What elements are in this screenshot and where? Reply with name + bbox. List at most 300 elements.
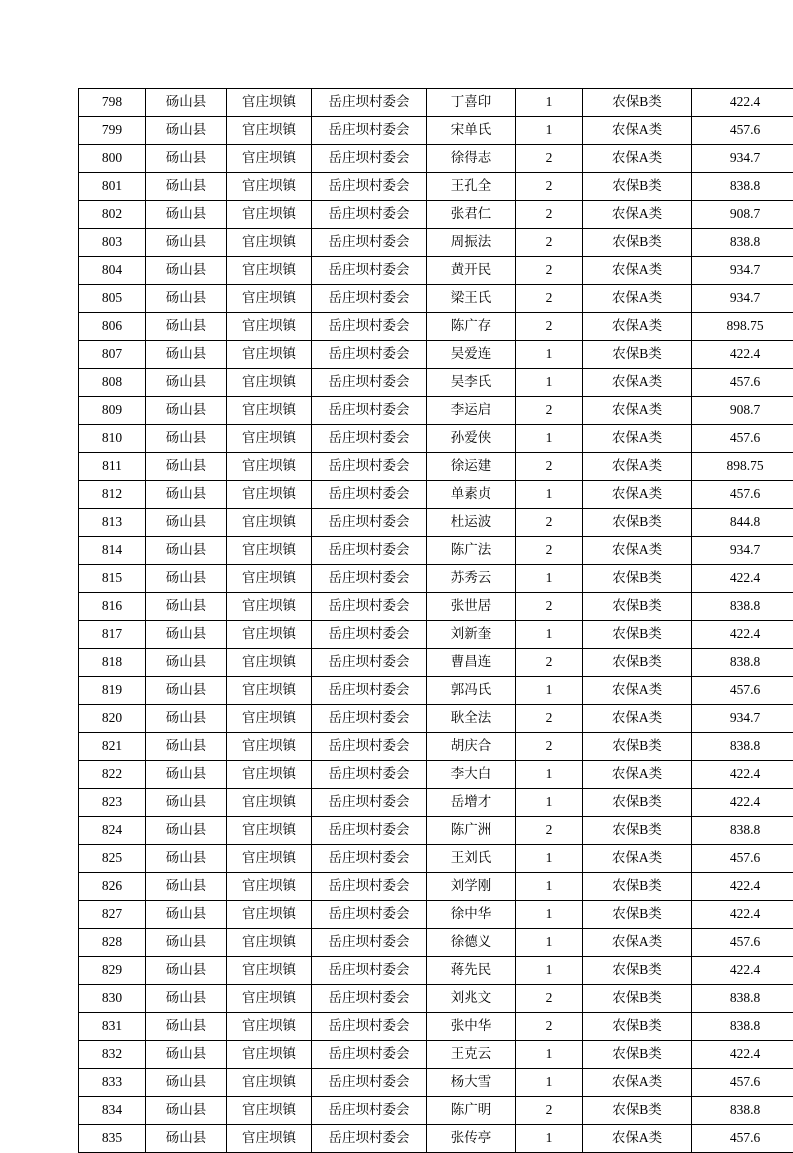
cell-index: 814 [79, 537, 146, 565]
cell-index: 835 [79, 1125, 146, 1153]
cell-county: 砀山县 [146, 873, 227, 901]
table-row [79, 733, 793, 761]
cell-index: 834 [79, 1097, 146, 1125]
cell-type: 农保B类 [583, 229, 692, 257]
cell-county: 砀山县 [146, 229, 227, 257]
cell-amount: 838.8 [692, 229, 793, 257]
cell-type: 农保B类 [583, 873, 692, 901]
cell-village: 岳庄坝村委会 [312, 341, 427, 369]
cell-name: 曹昌连 [427, 649, 516, 677]
cell-town: 官庄坝镇 [227, 369, 312, 397]
cell-amount: 457.6 [692, 677, 793, 705]
cell-count: 1 [516, 89, 583, 117]
cell-name: 王孔全 [427, 173, 516, 201]
cell-index: 800 [79, 145, 146, 173]
cell-name: 梁王氏 [427, 285, 516, 313]
cell-town: 官庄坝镇 [227, 649, 312, 677]
cell-county: 砀山县 [146, 817, 227, 845]
cell-amount: 838.8 [692, 649, 793, 677]
cell-village: 岳庄坝村委会 [312, 621, 427, 649]
cell-village: 岳庄坝村委会 [312, 1069, 427, 1097]
cell-name: 李运启 [427, 397, 516, 425]
cell-village: 岳庄坝村委会 [312, 845, 427, 873]
cell-count: 2 [516, 509, 583, 537]
cell-index: 821 [79, 733, 146, 761]
cell-amount: 422.4 [692, 621, 793, 649]
cell-county: 砀山县 [146, 621, 227, 649]
cell-index: 816 [79, 593, 146, 621]
cell-village: 岳庄坝村委会 [312, 117, 427, 145]
cell-name: 黄开民 [427, 257, 516, 285]
table-row [79, 1013, 793, 1041]
table-row [79, 481, 793, 509]
table-row [79, 453, 793, 481]
cell-village: 岳庄坝村委会 [312, 1125, 427, 1153]
cell-county: 砀山县 [146, 957, 227, 985]
cell-type: 农保B类 [583, 341, 692, 369]
cell-count: 1 [516, 677, 583, 705]
cell-type: 农保B类 [583, 1041, 692, 1069]
table-row [79, 201, 793, 229]
cell-type: 农保A类 [583, 929, 692, 957]
cell-village: 岳庄坝村委会 [312, 201, 427, 229]
cell-town: 官庄坝镇 [227, 313, 312, 341]
cell-index: 801 [79, 173, 146, 201]
table-row [79, 873, 793, 901]
cell-town: 官庄坝镇 [227, 285, 312, 313]
cell-name: 陈广明 [427, 1097, 516, 1125]
table-row [79, 901, 793, 929]
table-row [79, 593, 793, 621]
cell-amount: 457.6 [692, 425, 793, 453]
cell-town: 官庄坝镇 [227, 789, 312, 817]
cell-village: 岳庄坝村委会 [312, 173, 427, 201]
cell-count: 1 [516, 957, 583, 985]
cell-amount: 457.6 [692, 1125, 793, 1153]
cell-town: 官庄坝镇 [227, 509, 312, 537]
cell-index: 811 [79, 453, 146, 481]
cell-town: 官庄坝镇 [227, 985, 312, 1013]
cell-village: 岳庄坝村委会 [312, 929, 427, 957]
cell-town: 官庄坝镇 [227, 173, 312, 201]
cell-town: 官庄坝镇 [227, 229, 312, 257]
table-row [79, 173, 793, 201]
table-row [79, 341, 793, 369]
cell-name: 胡庆合 [427, 733, 516, 761]
cell-count: 2 [516, 313, 583, 341]
cell-name: 耿全法 [427, 705, 516, 733]
cell-county: 砀山县 [146, 761, 227, 789]
cell-amount: 457.6 [692, 845, 793, 873]
cell-index: 812 [79, 481, 146, 509]
beneficiary-table [78, 88, 793, 1153]
cell-name: 蒋先民 [427, 957, 516, 985]
cell-village: 岳庄坝村委会 [312, 425, 427, 453]
cell-county: 砀山县 [146, 537, 227, 565]
table-row [79, 229, 793, 257]
cell-count: 1 [516, 789, 583, 817]
cell-type: 农保A类 [583, 537, 692, 565]
table-row [79, 817, 793, 845]
cell-count: 2 [516, 397, 583, 425]
cell-type: 农保A类 [583, 845, 692, 873]
cell-type: 农保A类 [583, 453, 692, 481]
cell-amount: 838.8 [692, 1097, 793, 1125]
table-row [79, 89, 793, 117]
cell-village: 岳庄坝村委会 [312, 985, 427, 1013]
cell-amount: 422.4 [692, 761, 793, 789]
cell-town: 官庄坝镇 [227, 117, 312, 145]
cell-county: 砀山县 [146, 285, 227, 313]
table-row [79, 677, 793, 705]
table-row [79, 705, 793, 733]
cell-count: 1 [516, 621, 583, 649]
cell-village: 岳庄坝村委会 [312, 677, 427, 705]
table-row [79, 621, 793, 649]
cell-town: 官庄坝镇 [227, 817, 312, 845]
cell-town: 官庄坝镇 [227, 845, 312, 873]
cell-index: 815 [79, 565, 146, 593]
cell-type: 农保A类 [583, 1125, 692, 1153]
cell-count: 2 [516, 285, 583, 313]
cell-type: 农保B类 [583, 621, 692, 649]
cell-index: 808 [79, 369, 146, 397]
cell-type: 农保B类 [583, 817, 692, 845]
cell-amount: 838.8 [692, 593, 793, 621]
cell-type: 农保B类 [583, 789, 692, 817]
cell-name: 徐运建 [427, 453, 516, 481]
cell-name: 刘新奎 [427, 621, 516, 649]
cell-amount: 908.7 [692, 397, 793, 425]
cell-village: 岳庄坝村委会 [312, 369, 427, 397]
cell-town: 官庄坝镇 [227, 705, 312, 733]
cell-index: 803 [79, 229, 146, 257]
cell-town: 官庄坝镇 [227, 957, 312, 985]
cell-county: 砀山县 [146, 733, 227, 761]
cell-town: 官庄坝镇 [227, 929, 312, 957]
cell-type: 农保A类 [583, 369, 692, 397]
cell-index: 807 [79, 341, 146, 369]
cell-type: 农保A类 [583, 761, 692, 789]
cell-county: 砀山县 [146, 481, 227, 509]
cell-village: 岳庄坝村委会 [312, 453, 427, 481]
cell-county: 砀山县 [146, 173, 227, 201]
cell-index: 818 [79, 649, 146, 677]
cell-count: 2 [516, 1097, 583, 1125]
cell-index: 825 [79, 845, 146, 873]
cell-amount: 908.7 [692, 201, 793, 229]
cell-name: 张中华 [427, 1013, 516, 1041]
cell-town: 官庄坝镇 [227, 621, 312, 649]
cell-town: 官庄坝镇 [227, 397, 312, 425]
cell-index: 804 [79, 257, 146, 285]
cell-name: 陈广法 [427, 537, 516, 565]
cell-town: 官庄坝镇 [227, 537, 312, 565]
cell-amount: 838.8 [692, 985, 793, 1013]
cell-amount: 838.8 [692, 173, 793, 201]
cell-name: 周振法 [427, 229, 516, 257]
cell-type: 农保A类 [583, 145, 692, 173]
cell-county: 砀山县 [146, 369, 227, 397]
cell-name: 王刘氏 [427, 845, 516, 873]
cell-type: 农保B类 [583, 1097, 692, 1125]
cell-town: 官庄坝镇 [227, 1069, 312, 1097]
cell-count: 2 [516, 257, 583, 285]
cell-type: 农保A类 [583, 285, 692, 313]
cell-type: 农保A类 [583, 425, 692, 453]
cell-count: 2 [516, 817, 583, 845]
cell-type: 农保A类 [583, 257, 692, 285]
cell-type: 农保B类 [583, 509, 692, 537]
cell-name: 刘兆文 [427, 985, 516, 1013]
table-row [79, 789, 793, 817]
cell-town: 官庄坝镇 [227, 145, 312, 173]
cell-index: 828 [79, 929, 146, 957]
table-row [79, 845, 793, 873]
cell-amount: 934.7 [692, 705, 793, 733]
cell-count: 1 [516, 1069, 583, 1097]
cell-village: 岳庄坝村委会 [312, 481, 427, 509]
table-row [79, 649, 793, 677]
cell-county: 砀山县 [146, 901, 227, 929]
cell-county: 砀山县 [146, 649, 227, 677]
cell-village: 岳庄坝村委会 [312, 649, 427, 677]
table-row [79, 761, 793, 789]
cell-type: 农保A类 [583, 1069, 692, 1097]
cell-name: 陈广存 [427, 313, 516, 341]
cell-county: 砀山县 [146, 565, 227, 593]
table-row [79, 425, 793, 453]
cell-count: 1 [516, 565, 583, 593]
cell-amount: 898.75 [692, 453, 793, 481]
cell-town: 官庄坝镇 [227, 257, 312, 285]
cell-town: 官庄坝镇 [227, 761, 312, 789]
cell-count: 2 [516, 1013, 583, 1041]
cell-village: 岳庄坝村委会 [312, 565, 427, 593]
cell-index: 830 [79, 985, 146, 1013]
cell-amount: 934.7 [692, 257, 793, 285]
cell-county: 砀山县 [146, 145, 227, 173]
cell-count: 1 [516, 929, 583, 957]
table-body [79, 89, 793, 1153]
cell-town: 官庄坝镇 [227, 733, 312, 761]
cell-county: 砀山县 [146, 1125, 227, 1153]
cell-town: 官庄坝镇 [227, 1097, 312, 1125]
cell-name: 张世居 [427, 593, 516, 621]
cell-type: 农保B类 [583, 89, 692, 117]
cell-county: 砀山县 [146, 845, 227, 873]
cell-county: 砀山县 [146, 313, 227, 341]
cell-count: 2 [516, 985, 583, 1013]
cell-index: 805 [79, 285, 146, 313]
cell-county: 砀山县 [146, 453, 227, 481]
cell-count: 1 [516, 901, 583, 929]
cell-index: 819 [79, 677, 146, 705]
cell-village: 岳庄坝村委会 [312, 257, 427, 285]
cell-index: 820 [79, 705, 146, 733]
cell-county: 砀山县 [146, 677, 227, 705]
cell-village: 岳庄坝村委会 [312, 1041, 427, 1069]
cell-name: 丁喜印 [427, 89, 516, 117]
cell-name: 徐德义 [427, 929, 516, 957]
cell-village: 岳庄坝村委会 [312, 593, 427, 621]
cell-count: 2 [516, 173, 583, 201]
cell-name: 吴爱连 [427, 341, 516, 369]
cell-name: 单素贞 [427, 481, 516, 509]
cell-type: 农保B类 [583, 1013, 692, 1041]
cell-type: 农保A类 [583, 481, 692, 509]
cell-town: 官庄坝镇 [227, 89, 312, 117]
cell-type: 农保A类 [583, 201, 692, 229]
cell-county: 砀山县 [146, 341, 227, 369]
cell-count: 2 [516, 733, 583, 761]
cell-count: 1 [516, 369, 583, 397]
cell-name: 吴李氏 [427, 369, 516, 397]
cell-type: 农保B类 [583, 565, 692, 593]
cell-county: 砀山县 [146, 929, 227, 957]
cell-town: 官庄坝镇 [227, 1041, 312, 1069]
cell-count: 1 [516, 845, 583, 873]
table-row [79, 1125, 793, 1153]
cell-name: 岳增才 [427, 789, 516, 817]
cell-town: 官庄坝镇 [227, 425, 312, 453]
table-row [79, 565, 793, 593]
cell-amount: 457.6 [692, 369, 793, 397]
cell-index: 833 [79, 1069, 146, 1097]
cell-village: 岳庄坝村委会 [312, 397, 427, 425]
cell-type: 农保B类 [583, 901, 692, 929]
cell-village: 岳庄坝村委会 [312, 89, 427, 117]
table-row [79, 145, 793, 173]
cell-index: 832 [79, 1041, 146, 1069]
cell-amount: 422.4 [692, 89, 793, 117]
cell-county: 砀山县 [146, 789, 227, 817]
cell-count: 2 [516, 705, 583, 733]
cell-town: 官庄坝镇 [227, 453, 312, 481]
cell-index: 831 [79, 1013, 146, 1041]
table-row [79, 537, 793, 565]
cell-amount: 422.4 [692, 1041, 793, 1069]
cell-amount: 422.4 [692, 957, 793, 985]
cell-county: 砀山县 [146, 1013, 227, 1041]
cell-village: 岳庄坝村委会 [312, 761, 427, 789]
cell-count: 2 [516, 593, 583, 621]
cell-village: 岳庄坝村委会 [312, 285, 427, 313]
cell-town: 官庄坝镇 [227, 873, 312, 901]
table-row [79, 985, 793, 1013]
table-row [79, 397, 793, 425]
cell-town: 官庄坝镇 [227, 481, 312, 509]
cell-index: 809 [79, 397, 146, 425]
cell-count: 1 [516, 481, 583, 509]
table-row [79, 369, 793, 397]
cell-name: 徐中华 [427, 901, 516, 929]
cell-name: 王克云 [427, 1041, 516, 1069]
cell-amount: 422.4 [692, 901, 793, 929]
cell-amount: 934.7 [692, 537, 793, 565]
cell-index: 822 [79, 761, 146, 789]
cell-name: 杜运波 [427, 509, 516, 537]
cell-amount: 422.4 [692, 789, 793, 817]
table-row [79, 285, 793, 313]
cell-county: 砀山县 [146, 201, 227, 229]
cell-count: 2 [516, 229, 583, 257]
cell-town: 官庄坝镇 [227, 1013, 312, 1041]
cell-village: 岳庄坝村委会 [312, 537, 427, 565]
cell-count: 2 [516, 537, 583, 565]
cell-count: 2 [516, 649, 583, 677]
cell-village: 岳庄坝村委会 [312, 873, 427, 901]
cell-village: 岳庄坝村委会 [312, 509, 427, 537]
cell-county: 砀山县 [146, 705, 227, 733]
table-row [79, 509, 793, 537]
cell-village: 岳庄坝村委会 [312, 901, 427, 929]
cell-county: 砀山县 [146, 425, 227, 453]
cell-name: 张传亭 [427, 1125, 516, 1153]
cell-index: 826 [79, 873, 146, 901]
cell-amount: 422.4 [692, 873, 793, 901]
cell-village: 岳庄坝村委会 [312, 957, 427, 985]
cell-county: 砀山县 [146, 985, 227, 1013]
cell-name: 杨大雪 [427, 1069, 516, 1097]
table-row [79, 957, 793, 985]
cell-amount: 838.8 [692, 733, 793, 761]
cell-type: 农保A类 [583, 117, 692, 145]
cell-type: 农保B类 [583, 593, 692, 621]
cell-amount: 898.75 [692, 313, 793, 341]
cell-town: 官庄坝镇 [227, 901, 312, 929]
table-row [79, 929, 793, 957]
table-row [79, 1041, 793, 1069]
cell-count: 1 [516, 1041, 583, 1069]
table-row [79, 117, 793, 145]
cell-county: 砀山县 [146, 1041, 227, 1069]
cell-index: 810 [79, 425, 146, 453]
cell-village: 岳庄坝村委会 [312, 705, 427, 733]
cell-count: 1 [516, 1125, 583, 1153]
cell-type: 农保A类 [583, 677, 692, 705]
cell-count: 2 [516, 453, 583, 481]
table-row [79, 257, 793, 285]
cell-type: 农保B类 [583, 985, 692, 1013]
cell-village: 岳庄坝村委会 [312, 817, 427, 845]
cell-town: 官庄坝镇 [227, 201, 312, 229]
cell-town: 官庄坝镇 [227, 677, 312, 705]
cell-type: 农保A类 [583, 705, 692, 733]
cell-county: 砀山县 [146, 117, 227, 145]
cell-name: 郭冯氏 [427, 677, 516, 705]
cell-county: 砀山县 [146, 1069, 227, 1097]
cell-name: 李大白 [427, 761, 516, 789]
cell-index: 827 [79, 901, 146, 929]
cell-village: 岳庄坝村委会 [312, 1097, 427, 1125]
cell-name: 陈广洲 [427, 817, 516, 845]
cell-amount: 934.7 [692, 145, 793, 173]
cell-town: 官庄坝镇 [227, 1125, 312, 1153]
cell-type: 农保B类 [583, 957, 692, 985]
cell-type: 农保B类 [583, 649, 692, 677]
cell-village: 岳庄坝村委会 [312, 733, 427, 761]
cell-name: 刘学刚 [427, 873, 516, 901]
cell-amount: 422.4 [692, 565, 793, 593]
cell-county: 砀山县 [146, 89, 227, 117]
cell-town: 官庄坝镇 [227, 565, 312, 593]
cell-amount: 838.8 [692, 1013, 793, 1041]
cell-county: 砀山县 [146, 509, 227, 537]
cell-index: 829 [79, 957, 146, 985]
cell-count: 1 [516, 873, 583, 901]
cell-count: 2 [516, 201, 583, 229]
